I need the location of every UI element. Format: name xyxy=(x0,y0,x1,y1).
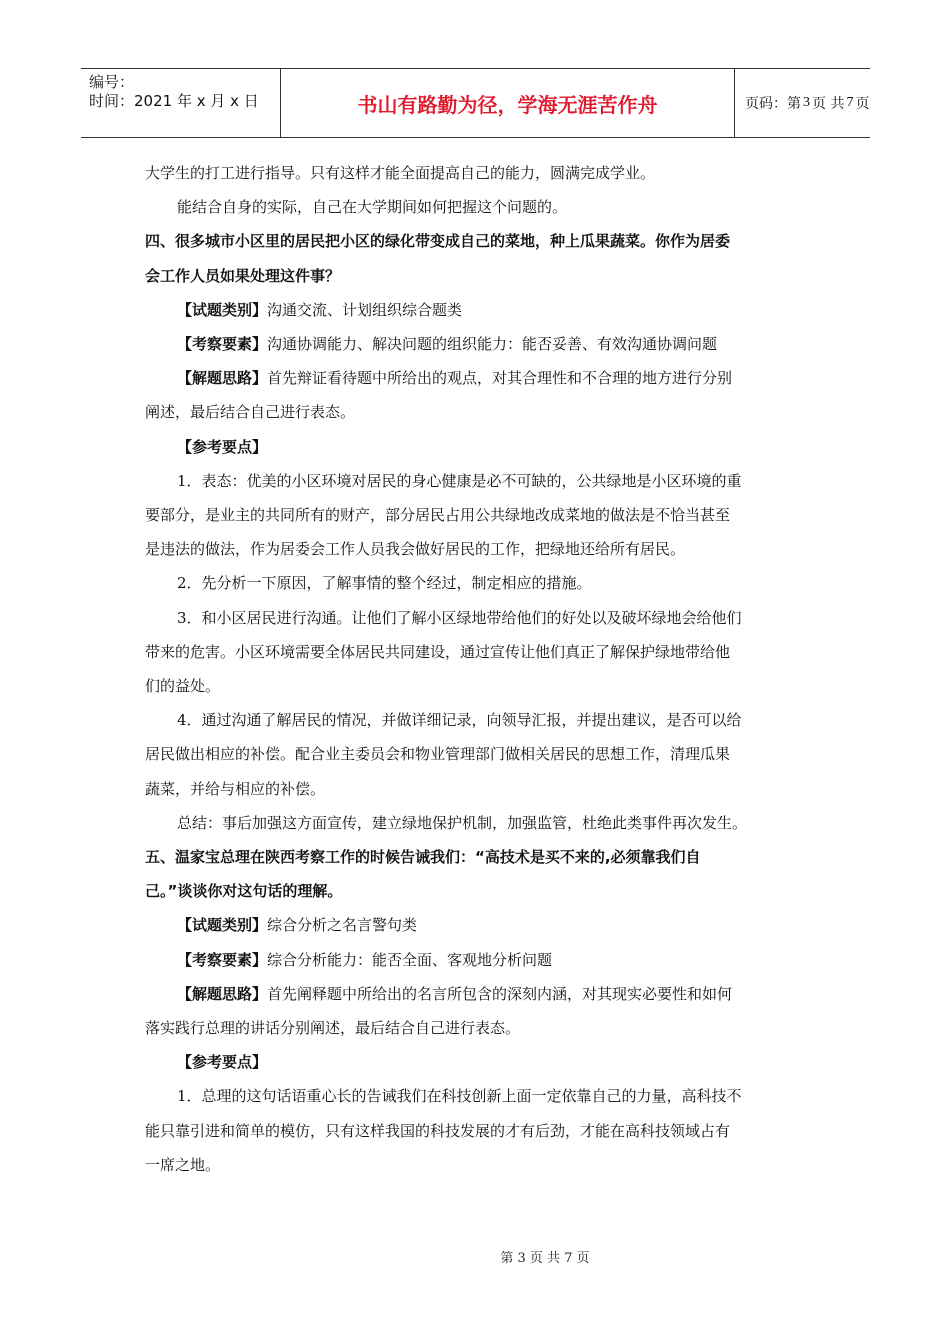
header-page-number xyxy=(735,69,870,137)
question-type-row xyxy=(145,908,810,942)
solution-idea: 首先阐释题中所给出的名言所包含的深刻内涵，对其现实必要性和如何 xyxy=(267,984,733,1003)
assessment-elements-row xyxy=(145,327,810,361)
solution-idea-row xyxy=(145,977,810,1011)
solution-idea-label: 【解题思路】 xyxy=(177,984,268,1003)
paragraph-line: 居民做出相应的补偿。配合业主委员会和物业管理部门做相关居民的思想工作，清理瓜果 xyxy=(145,745,731,764)
summary-line: 总结：事后加强这方面宣传，建立绿地保护机制，加强监管，杜绝此类事件再次发生。 xyxy=(177,813,748,832)
question-type: 综合分析之名言警句类 xyxy=(267,916,418,935)
document-date: 时间：2021 年 x 月 x 日 xyxy=(89,92,259,110)
page-suffix: 页 xyxy=(855,96,870,112)
solution-idea-row xyxy=(145,361,810,395)
paragraph-line: 3．和小区居民进行沟通。让他们了解小区绿地带给他们的好处以及破坏绿地会给他们 xyxy=(177,608,742,627)
paragraph-line: 2．先分析一下原因，了解事情的整个经过，制定相应的措施。 xyxy=(177,574,592,593)
paragraph-line: 能只靠引进和简单的模仿，只有这样我国的科技发展的才有后劲，才能在高科技领域占有 xyxy=(145,1121,731,1140)
page-footer: 第 3 页 共 7 页 xyxy=(500,1251,590,1266)
assessment-elements-label: 【考察要素】 xyxy=(177,335,268,354)
header-motto: 书山有路勤为径，学海无涯苦作舟 xyxy=(281,69,735,137)
paragraph-line: 是违法的做法，作为居委会工作人员我会做好居民的工作，把绿地还给所有居民。 xyxy=(145,540,686,559)
paragraph-line: 蔬菜，并给与相应的补偿。 xyxy=(145,779,326,798)
reference-points-label: 【参考要点】 xyxy=(177,1053,268,1072)
question-type-label: 【试题类别】 xyxy=(177,300,268,319)
assessment-elements-label: 【考察要素】 xyxy=(177,950,268,969)
paragraph-line: 要部分，是业主的共同所有的财产，部分居民占用公共绿地改成菜地的做法是不恰当甚至 xyxy=(145,506,731,525)
assessment-elements: 沟通协调能力、解决问题的组织能力：能否妥善、有效沟通协调问题 xyxy=(267,335,718,354)
paragraph-line: 1．总理的这句话语重心长的告诫我们在科技创新上面一定依靠自己的力量，高科技不 xyxy=(177,1087,742,1106)
paragraph-line: 阐述，最后结合自己进行表态。 xyxy=(145,403,356,422)
question-4-title: 会工作人员如果处理这件事？ xyxy=(145,266,341,285)
paragraph-line: 带来的危害。小区环境需要全体居民共同建设，通过宣传让他们真正了解保护绿地带给他 xyxy=(145,642,731,661)
question-4-title: 四、很多城市小区里的居民把小区的绿化带变成自己的菜地，种上瓜果蔬菜。你作为居委 xyxy=(145,232,731,251)
page-mid: 页 共 xyxy=(812,96,845,112)
page-header xyxy=(81,68,870,138)
paragraph-line: 大学生的打工进行指导。只有这样才能全面提高自己的能力，圆满完成学业。 xyxy=(145,164,656,182)
page-current: 3 xyxy=(803,95,810,110)
assessment-elements-row xyxy=(145,943,810,977)
paragraph-line: 一席之地。 xyxy=(145,1155,221,1174)
document-number-label: 编号： xyxy=(89,73,135,91)
question-5-title: 己。”谈谈你对这句话的理解。 xyxy=(145,882,343,901)
header-meta xyxy=(81,69,281,137)
page-total: 7 xyxy=(846,95,854,110)
paragraph-line: 能结合自身的实际，自己在大学期间如何把握这个问题的。 xyxy=(177,198,568,217)
paragraph-line: 4．通过沟通了解居民的情况，并做详细记录，向领导汇报，并提出建议，是否可以给 xyxy=(177,711,742,730)
reference-points-label: 【参考要点】 xyxy=(177,437,268,456)
paragraph-line: 落实践行总理的讲话分别阐述，最后结合自己进行表态。 xyxy=(145,1019,521,1038)
solution-idea-label: 【解题思路】 xyxy=(177,369,268,388)
question-type-label: 【试题类别】 xyxy=(177,916,268,935)
question-type: 沟通交流、计划组织综合题类 xyxy=(267,300,463,319)
document-body xyxy=(145,156,810,1182)
question-type-row xyxy=(145,293,810,327)
page-prefix: 页码：第 xyxy=(745,96,801,112)
solution-idea: 首先辩证看待题中所给出的观点，对其合理性和不合理的地方进行分别 xyxy=(267,369,733,388)
question-5-title: 五、温家宝总理在陕西考察工作的时候告诫我们：“高技术是买不来的,必须靠我们自 xyxy=(145,848,701,867)
paragraph-line: 们的益处。 xyxy=(145,677,221,696)
assessment-elements: 综合分析能力：能否全面、客观地分析问题 xyxy=(267,950,553,969)
paragraph-line: 1．表态：优美的小区环境对居民的身心健康是必不可缺的，公共绿地是小区环境的重 xyxy=(177,471,742,490)
